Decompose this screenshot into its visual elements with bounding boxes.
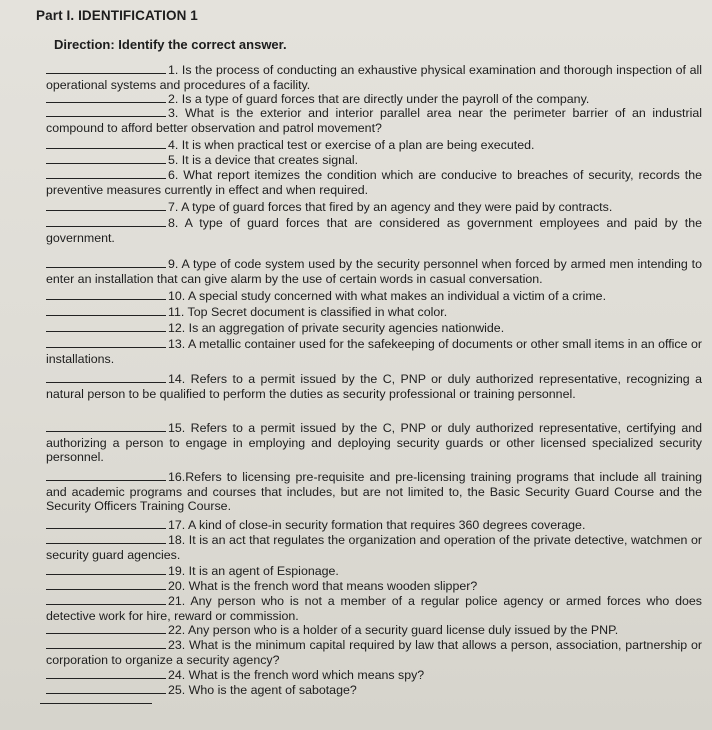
question-item-19: [46, 564, 702, 579]
question-text: 12. Is an aggregation of private security agencies nationwide.: [168, 321, 505, 335]
question-text: 8. A type of guard forces that are considered as government employees and paid by the government.: [46, 216, 702, 245]
part-heading: Part I. IDENTIFICATION 1: [36, 8, 198, 23]
answer-blank[interactable]: [46, 289, 166, 300]
answer-blank[interactable]: [46, 168, 166, 179]
answer-blank[interactable]: [46, 216, 166, 227]
answer-blank[interactable]: [46, 372, 166, 383]
question-item-6: [46, 168, 702, 197]
question-item-2: [46, 92, 702, 107]
answer-blank[interactable]: [46, 668, 166, 679]
question-item-5: [46, 153, 702, 168]
answer-blank[interactable]: [46, 421, 166, 432]
question-item-18: [46, 533, 702, 562]
answer-blank[interactable]: [46, 153, 166, 164]
question-text: 22. Any person who is a holder of a security guard license duly issued by the PNP.: [168, 623, 619, 637]
question-item-14: [46, 372, 702, 401]
question-text: 2. Is a type of guard forces that are directly under the payroll of the company.: [168, 92, 590, 106]
question-text: 24. What is the french word which means spy?: [168, 668, 425, 682]
answer-blank[interactable]: [46, 257, 166, 268]
answer-blank[interactable]: [46, 337, 166, 348]
question-text: 10. A special study concerned with what makes an individual a victim of a crime.: [168, 289, 607, 303]
question-item-20: [46, 579, 702, 594]
question-item-3: [46, 106, 702, 135]
question-text: 19. It is an agent of Espionage.: [168, 564, 339, 578]
question-item-11: [46, 305, 702, 320]
extra-blank-line: [40, 703, 152, 704]
answer-blank[interactable]: [46, 533, 166, 544]
answer-blank[interactable]: [46, 63, 166, 74]
question-item-13: [46, 337, 702, 366]
question-text: 5. It is a device that creates signal.: [168, 153, 359, 167]
direction-text: Direction: Identify the correct answer.: [54, 37, 287, 52]
answer-blank[interactable]: [46, 305, 166, 316]
question-item-4: [46, 138, 702, 153]
answer-blank[interactable]: [46, 92, 166, 103]
question-item-9: [46, 257, 702, 286]
answer-blank[interactable]: [46, 106, 166, 117]
question-item-12: [46, 321, 702, 336]
question-text: 11. Top Secret document is classified in what color.: [168, 305, 448, 319]
question-text: 4. It is when practical test or exercise of a plan are being executed.: [168, 138, 535, 152]
answer-blank[interactable]: [46, 470, 166, 481]
question-item-10: [46, 289, 702, 304]
question-text: 23. What is the minimum capital required by law that allows a person, association, partnership or corporation to organize a security agency?: [46, 638, 702, 667]
question-text: 7. A type of guard forces that fired by an agency and they were paid by contracts.: [168, 200, 613, 214]
question-text: 21. Any person who is not a member of a regular police agency or armed forces who does detective work for hire, reward or commission.: [46, 594, 702, 623]
answer-blank[interactable]: [46, 564, 166, 575]
question-text: 1. Is the process of conducting an exhaustive physical examination and thorough inspection of all operational systems and procedures of a facility.: [46, 63, 702, 92]
answer-blank[interactable]: [46, 200, 166, 211]
question-item-24: [46, 668, 702, 683]
question-text: 18. It is an act that regulates the organization and operation of the private detective, watchmen or security guard agencies.: [46, 533, 702, 562]
question-item-1: [46, 63, 702, 92]
answer-blank[interactable]: [46, 638, 166, 649]
question-item-7: [46, 200, 702, 215]
answer-blank[interactable]: [46, 683, 166, 694]
answer-blank[interactable]: [46, 579, 166, 590]
answer-blank[interactable]: [46, 518, 166, 529]
answer-blank[interactable]: [46, 321, 166, 332]
question-item-21: [46, 594, 702, 623]
answer-blank[interactable]: [46, 138, 166, 149]
question-text: 17. A kind of close-in security formation that requires 360 degrees coverage.: [168, 518, 586, 532]
question-item-22: [46, 623, 702, 638]
question-text: 15. Refers to a permit issued by the C, PNP or duly authorized representative, certifying and authorizing a person to engage in employing and deploying security guards or other licensed specialized security personnel.: [46, 421, 702, 465]
question-item-23: [46, 638, 702, 667]
question-text: 16.Refers to licensing pre-requisite and pre-licensing training programs that include all training and academic programs and courses that includes, but are not limited to, the Basic Security Guard Course and the Security Officers Training Course.: [46, 470, 702, 514]
question-text: 25. Who is the agent of sabotage?: [168, 683, 357, 697]
question-text: 20. What is the french word that means wooden slipper?: [168, 579, 478, 593]
question-text: 6. What report itemizes the condition which are conducive to breaches of security, records the preventive measures currently in effect and when required.: [46, 168, 702, 197]
question-item-17: [46, 518, 702, 533]
question-text: 3. What is the exterior and interior parallel area near the perimeter barrier of an industrial compound to afford better observation and patrol movement?: [46, 106, 702, 135]
question-item-8: [46, 216, 702, 245]
answer-blank[interactable]: [46, 594, 166, 605]
question-text: 14. Refers to a permit issued by the C, PNP or duly authorized representative, recognizing a natural person to be qualified to perform the duties as security professional or training personnel.: [46, 372, 702, 401]
question-item-15: [46, 421, 702, 465]
question-text: 9. A type of code system used by the security personnel when forced by armed men intending to enter an installation that can give alarm by the use of certain words in casual conversation.: [46, 257, 702, 286]
question-item-16: [46, 470, 702, 514]
answer-blank[interactable]: [46, 623, 166, 634]
question-text: 13. A metallic container used for the safekeeping of documents or other small items in an office or installations.: [46, 337, 702, 366]
question-item-25: [46, 683, 702, 698]
